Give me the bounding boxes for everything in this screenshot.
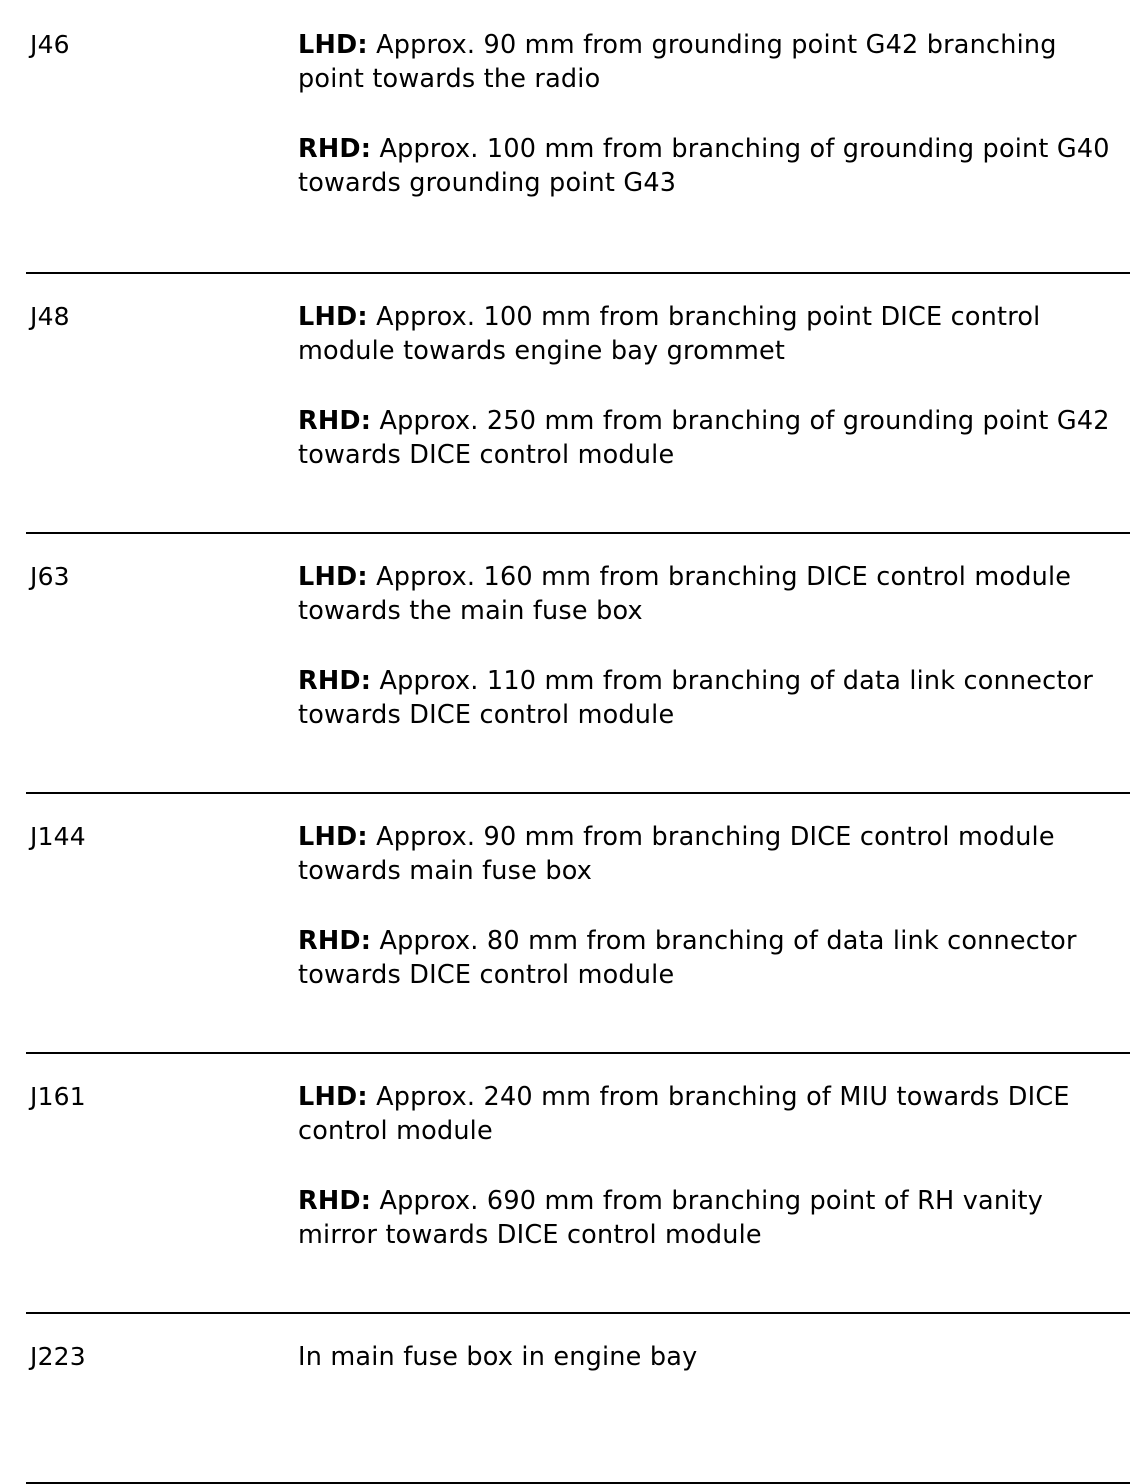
rhd-label: RHD:	[298, 134, 372, 164]
table-row	[26, 14, 1130, 274]
lhd-label: LHD:	[298, 562, 368, 592]
splice-description	[298, 300, 1128, 472]
lhd-text: Approx. 90 mm from branching DICE control module towards main fuse box	[298, 822, 1055, 886]
lhd-description	[298, 560, 1128, 628]
splice-description	[298, 28, 1128, 200]
splice-code: J144	[30, 822, 86, 851]
table-row	[26, 1054, 1130, 1314]
rhd-description	[298, 1184, 1128, 1252]
rhd-label: RHD:	[298, 1186, 372, 1216]
rhd-text: Approx. 110 mm from branching of data link connector towards DICE control module	[298, 666, 1094, 730]
rhd-text: Approx. 80 mm from branching of data link connector towards DICE control module	[298, 926, 1077, 990]
rhd-label: RHD:	[298, 666, 372, 696]
splice-description	[298, 1080, 1128, 1252]
splice-code: J161	[30, 1082, 86, 1111]
splice-code: J63	[30, 562, 70, 591]
location-text: In main fuse box in engine bay	[298, 1342, 698, 1372]
lhd-label: LHD:	[298, 822, 368, 852]
splice-description	[298, 560, 1128, 732]
splice-description	[298, 820, 1128, 992]
rhd-text: Approx. 100 mm from branching of grounding point G40 towards grounding point G43	[298, 134, 1110, 198]
lhd-text: Approx. 160 mm from branching DICE control module towards the main fuse box	[298, 562, 1072, 626]
table-row	[26, 534, 1130, 794]
rhd-label: RHD:	[298, 406, 372, 436]
lhd-description	[298, 28, 1128, 96]
lhd-text: Approx. 90 mm from grounding point G42 branching point towards the radio	[298, 30, 1057, 94]
splice-description	[298, 1340, 1128, 1374]
splice-code: J48	[30, 302, 70, 331]
rhd-description	[298, 404, 1128, 472]
lhd-description	[298, 300, 1128, 368]
lhd-text: Approx. 240 mm from branching of MIU towards DICE control module	[298, 1082, 1070, 1146]
lhd-description	[298, 820, 1128, 888]
splice-code: J223	[30, 1342, 86, 1371]
lhd-label: LHD:	[298, 1082, 368, 1112]
lhd-label: LHD:	[298, 302, 368, 332]
rhd-text: Approx. 690 mm from branching point of RH vanity mirror towards DICE control module	[298, 1186, 1043, 1250]
splice-code: J46	[30, 30, 70, 59]
lhd-text: Approx. 100 mm from branching point DICE control module towards engine bay grommet	[298, 302, 1041, 366]
splice-location-table	[26, 14, 1130, 1484]
lhd-description	[298, 1080, 1128, 1148]
rhd-description	[298, 924, 1128, 992]
rhd-text: Approx. 250 mm from branching of grounding point G42 towards DICE control module	[298, 406, 1110, 470]
table-row	[26, 794, 1130, 1054]
rhd-label: RHD:	[298, 926, 372, 956]
table-row	[26, 1314, 1130, 1484]
rhd-description	[298, 664, 1128, 732]
table-row	[26, 274, 1130, 534]
rhd-description	[298, 132, 1128, 200]
lhd-label: LHD:	[298, 30, 368, 60]
